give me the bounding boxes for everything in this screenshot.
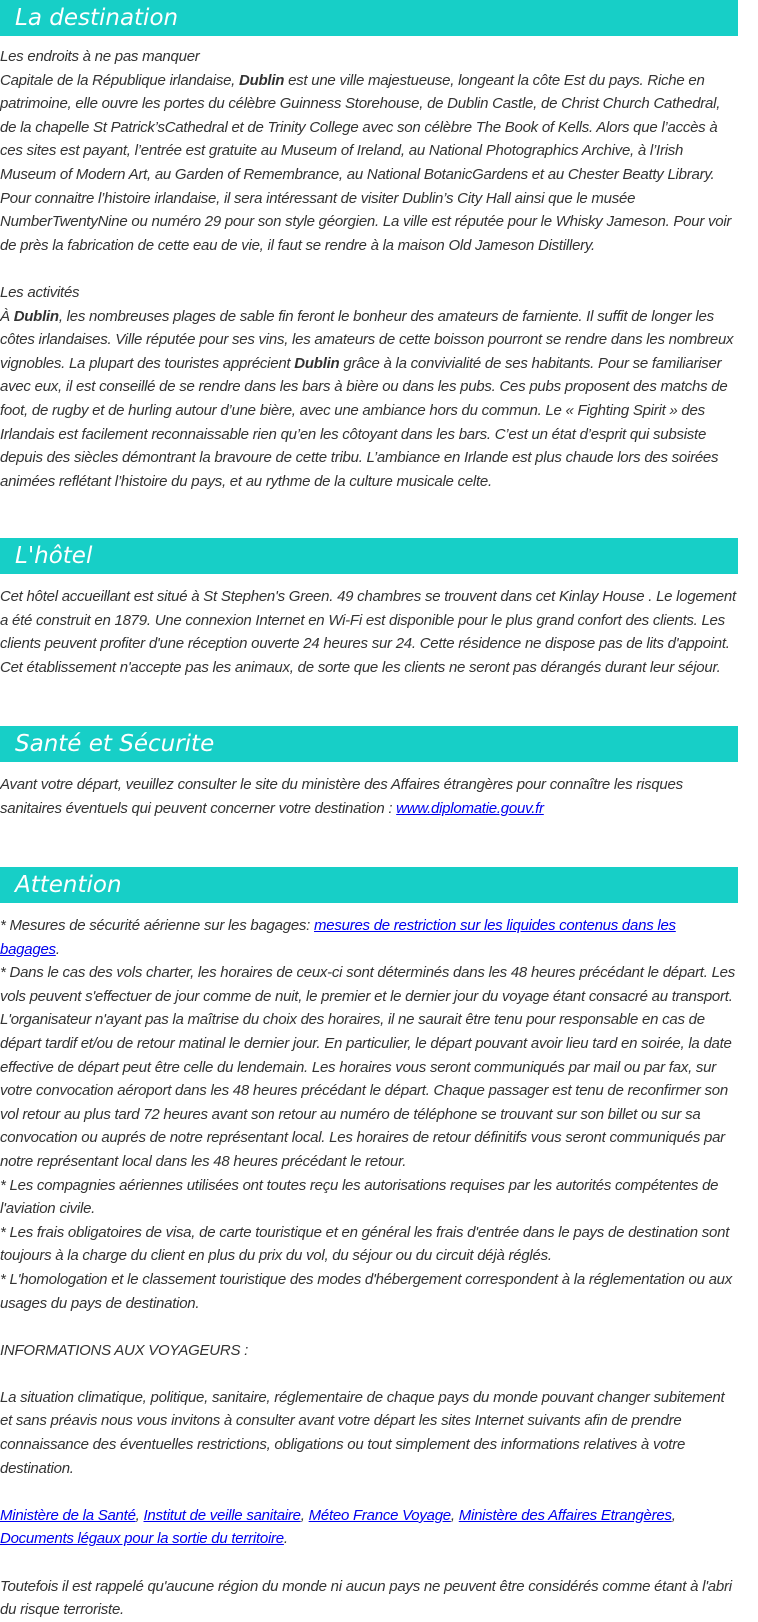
bullet-homologation: * L'homologation et le classement touristique des modes d'hébergement correspondent à la réglementation ou aux usages du pays de destination. [0, 1270, 733, 1312]
activities-paragraph [0, 305, 738, 494]
link-separator: , [450, 1506, 459, 1524]
section-title-health: Santé et Sécurite [15, 731, 215, 757]
hotel-paragraph: Cet hôtel accueillant est situé à St Stephen's Green. 49 chambres se trouvent dans cet Kinlay House . Le logement a été construit en 1879. Une connexion Internet en Wi-Fi est disponible pour le plus grand confort des clients. Les clients peuvent profiter d'une réception ouverte 24 heures sur 24. Cette résidence ne dispose pas de lits d'appoint. Cet établissement n'accepte pas les animaux, de sorte que les clients ne seront pas dérangés durant leur séjour. [0, 588, 736, 676]
bullet-baggage-end: . [55, 940, 60, 958]
places-city-bold: Dublin [239, 71, 285, 89]
bullet-baggage [0, 914, 738, 961]
places-text-1: Capitale de la République irlandaise, [0, 71, 239, 89]
bullet-charter: * Dans le cas des vols charter, les horaires de ceux-ci sont déterminés dans les 48 heures précédant le départ. Les vols peuvent s'effectuer de jour comme de nuit, le premier et le dernier jour du voyage étant consacré au transport. L'organisateur n'ayant pas la maîtrise du choix des horaires, il ne saurait être tenu pour responsable en cas de départ tardif et/ou de retour matinal le dernier jour. En particulier, le départ pouvant avoir lieu tard en soirée, la date effective de départ peut être celle du lendemain. Les horaires vous seront communiqués par mail ou par fax, sur votre convocation aéroport dans les 48 heures précédant le départ. Chaque passager est tenu de reconfirmer son vol retour au plus tard 72 heures avant son retour au numéro de téléphone se trouvant sur son billet ou sur sa convocation ou auprés de notre représentant local. Les horaires de retour définitifs vous seront communiqués par notre représentant local dans les 48 heures précédant le retour. [0, 964, 735, 1170]
places-text-2: est une ville majestueuse, longeant la côte Est du pays. Riche en patrimoine, elle ouvre les portes du célèbre Guinness Storehouse, de Dublin Castle, de Christ Church Cathedral, de la chapelle St Patrick’sCathedral et de Trinity College avec son célèbre The Book of Kells. Alors que l’accès à ces sites est payant, l’entrée est gratuite au Museum of Ireland, au National Photographics Archive, à l’Irish Museum of Modern Art, au Garden of Remembrance, au National BotanicGardens et au Chester Beatty Library. Pour connaitre l’histoire irlandaise, il sera intéressant de visiter Dublin’s City Hall ainsi que le musée NumberTwentyNine ou numéro 29 pour son style géorgien. La ville est réputée pour le Whisky Jameson. Pour voir de près la fabrication de cette eau de vie, il faut se rendre à la maison Old Jameson Distillery. [0, 71, 732, 254]
link-separator: , [135, 1506, 144, 1524]
bullet-visa-fees: * Les frais obligatoires de visa, de carte touristique et en général les frais d'entrée dans le pays de destination sont toujours à la charge du client en plus du prix du vol, du séjour ou du circuit déjà réglés. [0, 1223, 730, 1265]
official-links [0, 1504, 738, 1551]
health-text: Avant votre départ, veuillez consulter le site du ministère des Affaires étrangères pour connaître les risques sanitaires éventuels qui peuvent concerner votre destination : [0, 776, 683, 817]
liquids-restriction-link[interactable]: mesures de restriction sur les liquides contenus dans les bagages [0, 917, 676, 958]
link-ministere-affaires-etrangeres[interactable]: Ministère des Affaires Etrangères [458, 1506, 672, 1524]
closing-paragraph: Toutefois il est rappelé qu'aucune région du monde ni aucun pays ne peuvent être considérés comme étant à l'abri du risque terroriste. [0, 1577, 732, 1619]
link-separator: , [300, 1506, 309, 1524]
section-title-destination: La destination [15, 5, 179, 31]
section-title-hotel: L'hôtel [15, 543, 93, 569]
bullet-baggage-text: * Mesures de sécurité aérienne sur les bagages: [0, 917, 315, 934]
attention-content [0, 914, 738, 1622]
info-heading: INFORMATIONS AUX VOYAGEURS : [0, 1341, 249, 1359]
section-banner-hotel [0, 538, 738, 574]
activities-subtitle: Les activités [0, 283, 80, 301]
links-end: . [283, 1530, 288, 1548]
section-banner-health [0, 726, 738, 762]
link-documents-legaux[interactable]: Documents légaux pour la sortie du territoire [0, 1530, 284, 1548]
section-banner-destination [0, 0, 738, 36]
places-paragraph [0, 69, 738, 258]
info-paragraph: La situation climatique, politique, sanitaire, réglementaire de chaque pays du monde pouvant changer subitement et sans préavis nous vous invitons à consulter avant votre départ les sites Internet suivants afin de prendre connaissance des éventuelles restrictions, obligations ou tout simplement des informations relatives à votre destination. [0, 1388, 725, 1477]
bullet-airlines: * Les compagnies aériennes utilisées ont toutes reçu les autorisations requises par les autorités compétentes de l'aviation civile. [0, 1176, 719, 1218]
section-banner-attention [0, 867, 738, 903]
link-separator: , [671, 1506, 676, 1524]
link-institut-veille-sanitaire[interactable]: Institut de veille sanitaire [143, 1506, 301, 1524]
link-meteo-france-voyage[interactable]: Méteo France Voyage [308, 1506, 451, 1524]
health-content [0, 773, 738, 820]
link-ministere-sante[interactable]: Ministère de la Santé [0, 1506, 136, 1524]
activities-text-2: , les nombreuses plages de sable fin feront le bonheur des amateurs de farniente. Il suffit de longer les côtes irlandaises. Ville réputée pour ses vins, les amateurs de cette boisson pourront se rendre dans les nombreux vignobles. La plupart des touristes apprécient [0, 307, 734, 372]
destination-content [0, 45, 738, 493]
diplomatie-link[interactable]: www.diplomatie.gouv.fr [396, 799, 544, 817]
health-paragraph [0, 773, 738, 820]
activities-city-bold-2: Dublin [294, 354, 340, 372]
activities-text-3: grâce à la convivialité de ses habitants. Pour se familiariser avec eux, il est conseillé de se rendre dans les bars à bière ou dans les pubs. Ces pubs proposent des matchs de foot, de rugby et de hurling autour d’une bière, avec une ambiance hors du commun. Le « Fighting Spirit » des Irlandais est facilement reconnaissable rien qu’en les côtoyant dans les bars. C’est un état d’esprit qui subsiste depuis des siècles démontrant la bravoure de cette tribu. L’ambiance en Irlande est plus chaude lors des soirées animées reflétant l’histoire du pays, et au rythme de la culture musicale celte. [0, 354, 728, 490]
section-title-attention: Attention [15, 872, 122, 898]
hotel-content [0, 585, 738, 679]
activities-city-bold-1: Dublin [13, 307, 59, 325]
places-subtitle: Les endroits à ne pas manquer [0, 48, 200, 65]
activities-text-1: À [0, 307, 14, 325]
